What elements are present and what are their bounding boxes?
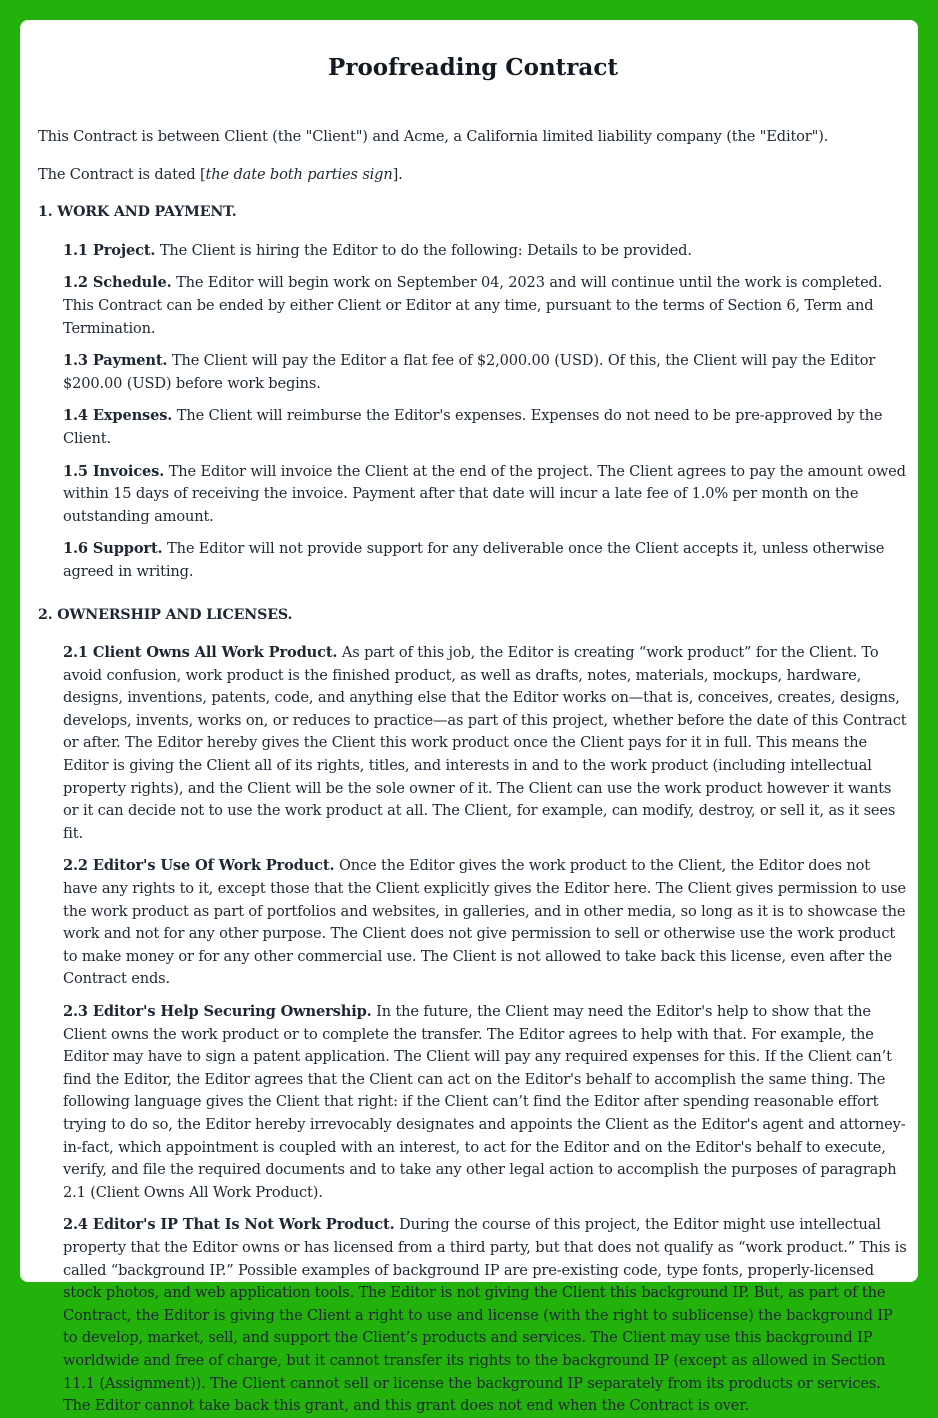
clause-expenses [63, 405, 908, 450]
clause-text: Once the Editor gives the work product to the Client, the Editor does not have any rights to it, except those that the Client explicitly gives the Editor here. The Client gives permission to use the work product as part of portfolios and websites, in galleries, and in other media, so long as it is to showcase the work and not for any other purpose. The Client does not give permission to sell or otherwise use the work product to make money or for any other commercial use. The Client is not allowed to take back this license, even after the Contract ends. [63, 857, 906, 988]
clause-label: 1.3 Payment. [63, 352, 168, 370]
clause-invoices [63, 461, 908, 529]
clause-label: 2.4 Editor's IP That Is Not Work Product. [63, 1216, 395, 1234]
clause-text: The Client is hiring the Editor to do the following: Details to be provided. [159, 241, 692, 259]
clause-editor-use-of-work-product [63, 855, 908, 991]
clause-label: 1.2 Schedule. [63, 274, 172, 292]
clause-label: 2.2 Editor's Use Of Work Product. [63, 857, 335, 875]
intro-date-placeholder: the date both parties sign [205, 165, 393, 183]
clause-payment [63, 350, 908, 395]
clause-editor-background-ip [63, 1214, 908, 1417]
contract-content [20, 54, 918, 1418]
section-ownership-and-licenses [38, 604, 908, 1418]
clause-text: As part of this job, the Editor is creating “work product” for the Client. To avoid confusion, work product is the finished product, as well as drafts, notes, materials, mockups, hardware, designs, inventions, patents, code, and anything else that the Editor works on—that is, conceives, creates, designs, develops, invents, works on, or reduces to practice—as part of this project, whether before the date of this Contract or after. The Editor hereby gives the Client this work product once the Client pays for it in full. This means the Editor is giving the Client all of its rights, titles, and interests in and to the work product (including intellectual property rights), and the Client will be the sole owner of it. The Client can use the work product however it wants or it can decide not to use the work product at all. The Client, for example, can modify, destroy, or sell it, as it sees fit. [63, 644, 907, 842]
clause-support [63, 538, 908, 583]
clause-text: The Client will pay the Editor a flat fee of $2,000.00 (USD). Of this, the Client will pay the Editor $200.00 (USD) before work begins. [63, 352, 876, 392]
clause-text: The Client will reimburse the Editor's expenses. Expenses do not need to be pre-approved by the Client. [63, 407, 883, 447]
clause-label: 1.6 Support. [63, 540, 163, 558]
page-title: Proofreading Contract [328, 54, 618, 81]
clause-schedule [63, 272, 908, 340]
clause-label: 2.1 Client Owns All Work Product. [63, 644, 338, 662]
clause-text: The Editor will invoice the Client at the end of the project. The Client agrees to pay the amount owed within 15 days of receiving the invoice. Payment after that date will incur a late fee of 1.0% per month on the outstanding amount. [63, 462, 906, 525]
clause-text: The Editor will not provide support for any deliverable once the Client accepts it, unless otherwise agreed in writing. [63, 540, 885, 580]
clause-text: During the course of this project, the Editor might use intellectual property that the Editor owns or has licensed from a third party, but that does not qualify as “work product.” This is called “background IP.” Possible examples of background IP are pre-existing code, type fonts, properly-licensed stock photos, and web application tools. The Editor is not giving the Client this background IP. But, as part of the Contract, the Editor is giving the Client a right to use and license (with the right to sublicense) the background IP to develop, market, sell, and support the Client’s products and services. The Client may use this background IP worldwide and free of charge, but it cannot transfer its rights to the background IP (except as allowed in Section 11.1 (Assignment)). The Client cannot sell or license the background IP separately from its products or services. The Editor cannot take back this grant, and this grant does not end when the Contract is over. [63, 1216, 907, 1415]
contract-page [20, 20, 918, 1415]
intro-date-suffix: ]. [392, 165, 403, 183]
clause-label: 1.4 Expenses. [63, 407, 173, 425]
intro-date [38, 164, 908, 187]
intro-date-prefix: The Contract is dated [ [38, 165, 206, 183]
section-work-and-payment [38, 201, 908, 583]
clause-project [63, 240, 908, 263]
intro-parties [38, 126, 908, 149]
clause-label: 1.5 Invoices. [63, 462, 165, 480]
clause-text: In the future, the Client may need the Editor's help to show that the Client owns the work product or to complete the transfer. The Editor agrees to help with that. For example, the Editor may have to sign a patent application. The Client will pay any required expenses for this. If the Client can’t find the Editor, the Editor agrees that the Client can act on the Editor's behalf to accomplish the same thing. The following language gives the Client that right: if the Client can’t find the Editor after spending reasonable effort trying to do so, the Editor hereby irrevocably designates and appoints the Client as the Editor's agent and attorney-in-fact, which appointment is coupled with an interest, to act for the Editor and on the Editor's behalf to execute, verify, and file the required documents and to take any other legal action to accomplish the purposes of paragraph 2.1 (Client Owns All Work Product). [63, 1003, 906, 1201]
clause-text: The Editor will begin work on September 04, 2023 and will continue until the work is completed. This Contract can be ended by either Client or Editor at any time, pursuant to the terms of Section 6, Term and Termination. [63, 274, 883, 337]
section-heading: 1. WORK AND PAYMENT. [38, 204, 237, 221]
section-heading: 2. OWNERSHIP AND LICENSES. [38, 606, 293, 623]
clause-editor-help-securing-ownership [63, 1001, 908, 1204]
intro-parties-text: This Contract is between Client (the "Client") and Acme, a California limited liability company (the "Editor"). [38, 128, 829, 145]
clause-label: 1.1 Project. [63, 241, 156, 259]
clause-label: 2.3 Editor's Help Securing Ownership. [63, 1003, 372, 1020]
clause-client-owns-work-product [63, 642, 908, 845]
